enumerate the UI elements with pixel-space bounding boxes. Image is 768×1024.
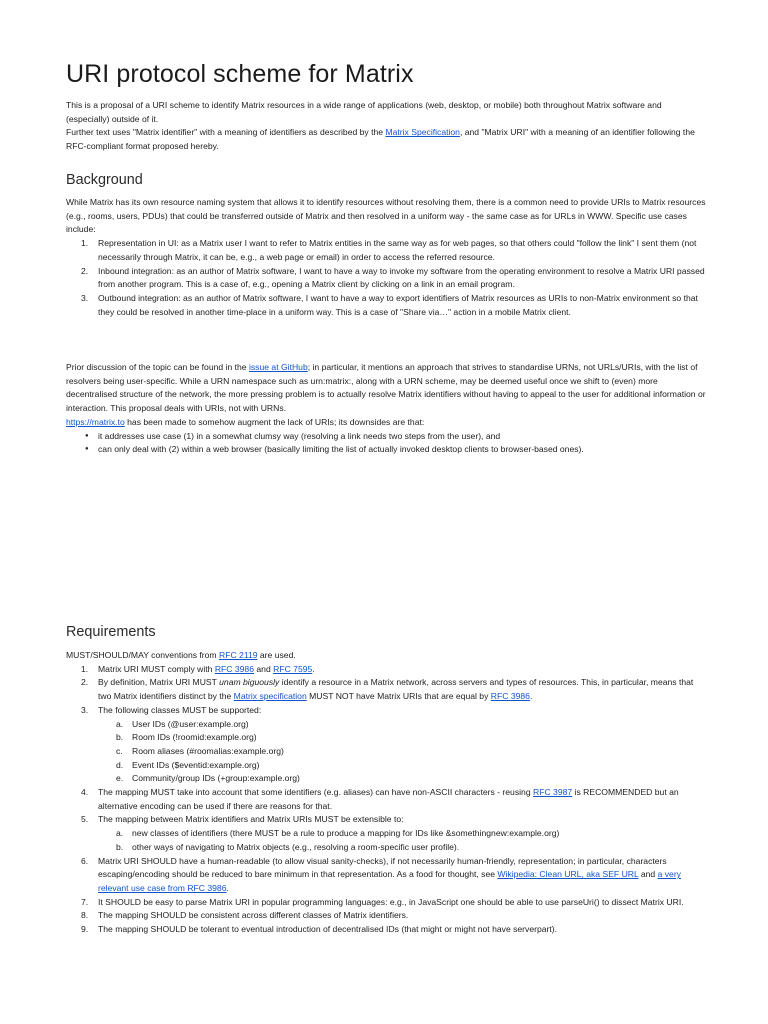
rfc-3986-link[interactable]: RFC 3986 [490, 691, 530, 702]
list-number: 2. [81, 677, 89, 688]
list-item [66, 731, 706, 745]
matrix-specification-link[interactable]: Matrix Specification [385, 127, 460, 138]
rfc-7595-link[interactable]: RFC 7595 [273, 663, 313, 674]
list-item [66, 855, 706, 896]
background-paragraph-2 [66, 361, 706, 416]
background-paragraph-3 [66, 416, 706, 430]
list-letter: b. [116, 841, 124, 852]
list-item [66, 786, 706, 813]
list-item-text: Community/group IDs (+group:example.org) [132, 773, 300, 784]
list-number: 8. [81, 910, 89, 921]
intro-section [66, 99, 706, 154]
list-item [66, 772, 706, 786]
rfc-2119-link[interactable]: RFC 2119 [218, 650, 258, 660]
list-item-text: . [312, 663, 315, 674]
requirements-heading: Requirements [66, 624, 156, 640]
rfc-3986-link[interactable]: RFC 3986 [214, 663, 254, 674]
list-letter: d. [116, 759, 124, 770]
list-item-text: can only deal with (2) within a web browser (basically limiting the list of actually invoked desktop clients to browser-based ones). [98, 444, 584, 455]
intro-text: , and "Matrix URI" with a meaning of an identifier following the RFC-compliant format proposed hereby. [66, 127, 695, 152]
list-item-text: . [226, 882, 229, 893]
list-item [66, 663, 706, 677]
github-issue-link[interactable]: issue at GitHub [248, 362, 308, 372]
paragraph-text: are used. [257, 650, 296, 660]
background-discussion [66, 361, 706, 457]
paragraph-text: ; in particular, it mentions an approach that strives to standardise URNs, not URLs/URIs, with the list of resolvers being user-specific. While a URN namespace such as urn:matrix:, along with a URN scheme, may be deemed useful once we shift to (even) more decentralised structure of the network, the more pressing problem is to actually resolve Matrix identifiers without having to appeal to the user for additional information or interaction. This proposal deals with URIs, not with URNs. [66, 362, 706, 414]
background-section [66, 196, 706, 319]
emphasis-text: unam biguously [219, 677, 280, 688]
list-item-text: The mapping SHOULD be consistent across different classes of Matrix identifiers. [98, 910, 409, 921]
background-paragraph-1: While Matrix has its own resource naming system that allows it to identify resources without resolving them, there is a common need to provide URIs to Matrix resources (e.g., rooms, users, PDUs) that could be transferred outside of Matrix and then resolved in a uniform way - the same case as for URLs in WWW. Specific use cases include: [66, 197, 706, 235]
bullet-icon: ● [85, 446, 89, 453]
matrix-specification-link[interactable]: Matrix specification [233, 691, 307, 702]
list-item-text: . [529, 691, 533, 702]
list-item-text: Inbound integration: as an author of Matrix software, I want to have a way to invoke my software from the operating environment to resolve a Matrix URI passed from another program. This is a case of, e.g., opening a Matrix client by clicking on a link in an email program. [98, 265, 705, 290]
use-case-list [66, 237, 706, 319]
intro-paragraph-2 [66, 126, 706, 153]
list-item [66, 759, 706, 773]
list-letter: a. [116, 828, 124, 839]
list-number: 1. [81, 663, 89, 674]
intro-paragraph-1: This is a proposal of a URI scheme to identify Matrix resources in a wide range of applications (web, desktop, or mobile) both throughout Matrix software and (especially) outside of it. [66, 100, 662, 124]
list-item-text: The mapping between Matrix identifiers and Matrix URIs MUST be extensible to: [98, 814, 404, 825]
list-number: 7. [81, 896, 89, 907]
list-letter: e. [116, 773, 124, 784]
list-item-text: Representation in UI: as a Matrix user I want to refer to Matrix entities in the same way as for web pages, so that others could "follow the link" I sent them (not necessarily through Matrix, it can be, e.g., a web page or email) in order to access the referred resource. [98, 238, 697, 262]
list-item [66, 237, 706, 264]
requirements-section [66, 649, 706, 937]
rfc-3987-link[interactable]: RFC 3987 [533, 787, 573, 798]
list-item [66, 676, 706, 703]
list-item-text: The mapping MUST take into account that some identifiers (e.g. aliases) can have non-ASCII characters - reusing [98, 787, 533, 798]
list-item-text: it addresses use case (1) in a somewhat clumsy way (resolving a link needs two steps from the user), and [98, 430, 501, 441]
page-title: URI protocol scheme for Matrix [66, 60, 414, 88]
list-item [66, 443, 706, 457]
list-item [66, 909, 706, 923]
background-heading: Background [66, 172, 143, 188]
paragraph-text: Prior discussion of the topic can be found in the [66, 362, 249, 372]
list-item [66, 430, 706, 444]
requirements-list [66, 663, 706, 937]
list-item [66, 745, 706, 759]
wikipedia-clean-url-link[interactable]: Wikipedia: Clean URL, aka SEF URL [497, 869, 639, 880]
list-item [66, 265, 706, 292]
list-item-text: Matrix URI MUST comply with [98, 663, 215, 674]
list-number: 1. [81, 238, 89, 249]
list-item-text: and [254, 663, 274, 674]
paragraph-text: has been made to somehow augment the lack of URIs; its downsides are that: [124, 416, 425, 427]
classes-list [98, 718, 706, 787]
list-item [66, 841, 706, 855]
list-number: 5. [81, 814, 89, 825]
list-item-text: The following classes MUST be supported: [98, 704, 262, 715]
list-item-text: Outbound integration: as an author of Matrix software, I want to have a way to export identifiers of Matrix resources as URIs to non-Matrix environment so that they could be resolved in another time-place in a uniform way. This is a case of "Share via…" action in a mobile Matrix client. [98, 292, 698, 317]
list-item-text: is RECOMMENDED but an alternative encoding can be used if there are reasons for that. [98, 787, 679, 811]
list-number: 6. [81, 855, 89, 866]
list-number: 3. [81, 292, 89, 303]
list-item-text: MUST NOT have Matrix URIs that are equal by [306, 691, 491, 702]
list-item-text: Event IDs ($eventid:example.org) [132, 759, 260, 770]
list-item-text: It SHOULD be easy to parse Matrix URI in popular programming languages: e.g., in JavaScript one should be able to use parseUri() to dissect Matrix URI. [98, 896, 684, 907]
list-item [66, 923, 706, 937]
paragraph-text: MUST/SHOULD/MAY conventions from [66, 650, 219, 660]
list-number: 3. [81, 704, 89, 715]
matrix-to-link[interactable]: https://matrix.to [66, 416, 125, 427]
requirements-intro [66, 649, 706, 663]
list-item-text: identify a resource in a Matrix network, across servers and types of resources. This, in particular, means that two Matrix identifiers distinct by the [98, 677, 694, 702]
list-item [66, 896, 706, 910]
bullet-icon: ● [85, 432, 89, 439]
list-item [66, 718, 706, 732]
list-letter: a. [116, 718, 124, 729]
list-item-text: new classes of identifiers (there MUST be a rule to produce a mapping for IDs like &somethingnew:example.org) [132, 828, 560, 839]
list-item-text: Room aliases (#roomalias:example.org) [132, 745, 284, 756]
list-letter: b. [116, 732, 124, 743]
intro-text: Further text uses "Matrix identifier" with a meaning of identifiers as described by the [66, 127, 386, 138]
list-item [66, 704, 706, 786]
list-number: 9. [81, 924, 89, 935]
list-item [66, 813, 706, 854]
list-number: 4. [81, 787, 89, 798]
list-item-text: Matrix URI SHOULD have a human-readable (to allow visual sanity-checks), if not necessarily human-friendly, representation; in particular, characters escaping/encoding should be reduced to bare minimum in that representation. As a food for thought, see [98, 855, 667, 880]
list-item [66, 292, 706, 319]
list-item-text: Room IDs (!roomid:example.org) [132, 732, 257, 743]
downsides-list [66, 430, 706, 457]
list-item-text: User IDs (@user:example.org) [132, 718, 249, 729]
rfc-3986-use-case-link[interactable]: a very relevant use case from RFC 3986 [98, 869, 681, 893]
list-item [66, 827, 706, 841]
list-item-text: other ways of navigating to Matrix objects (e.g., resolving a room-specific user profile). [132, 841, 460, 852]
list-letter: c. [116, 745, 123, 756]
extensible-list [98, 827, 706, 854]
list-item-text: By definition, Matrix URI MUST [98, 677, 220, 688]
list-item-text: The mapping SHOULD be tolerant to eventual introduction of decentralised IDs (that might or might not have serverpart). [98, 924, 558, 935]
list-number: 2. [81, 265, 89, 276]
list-item-text: and [638, 869, 658, 880]
